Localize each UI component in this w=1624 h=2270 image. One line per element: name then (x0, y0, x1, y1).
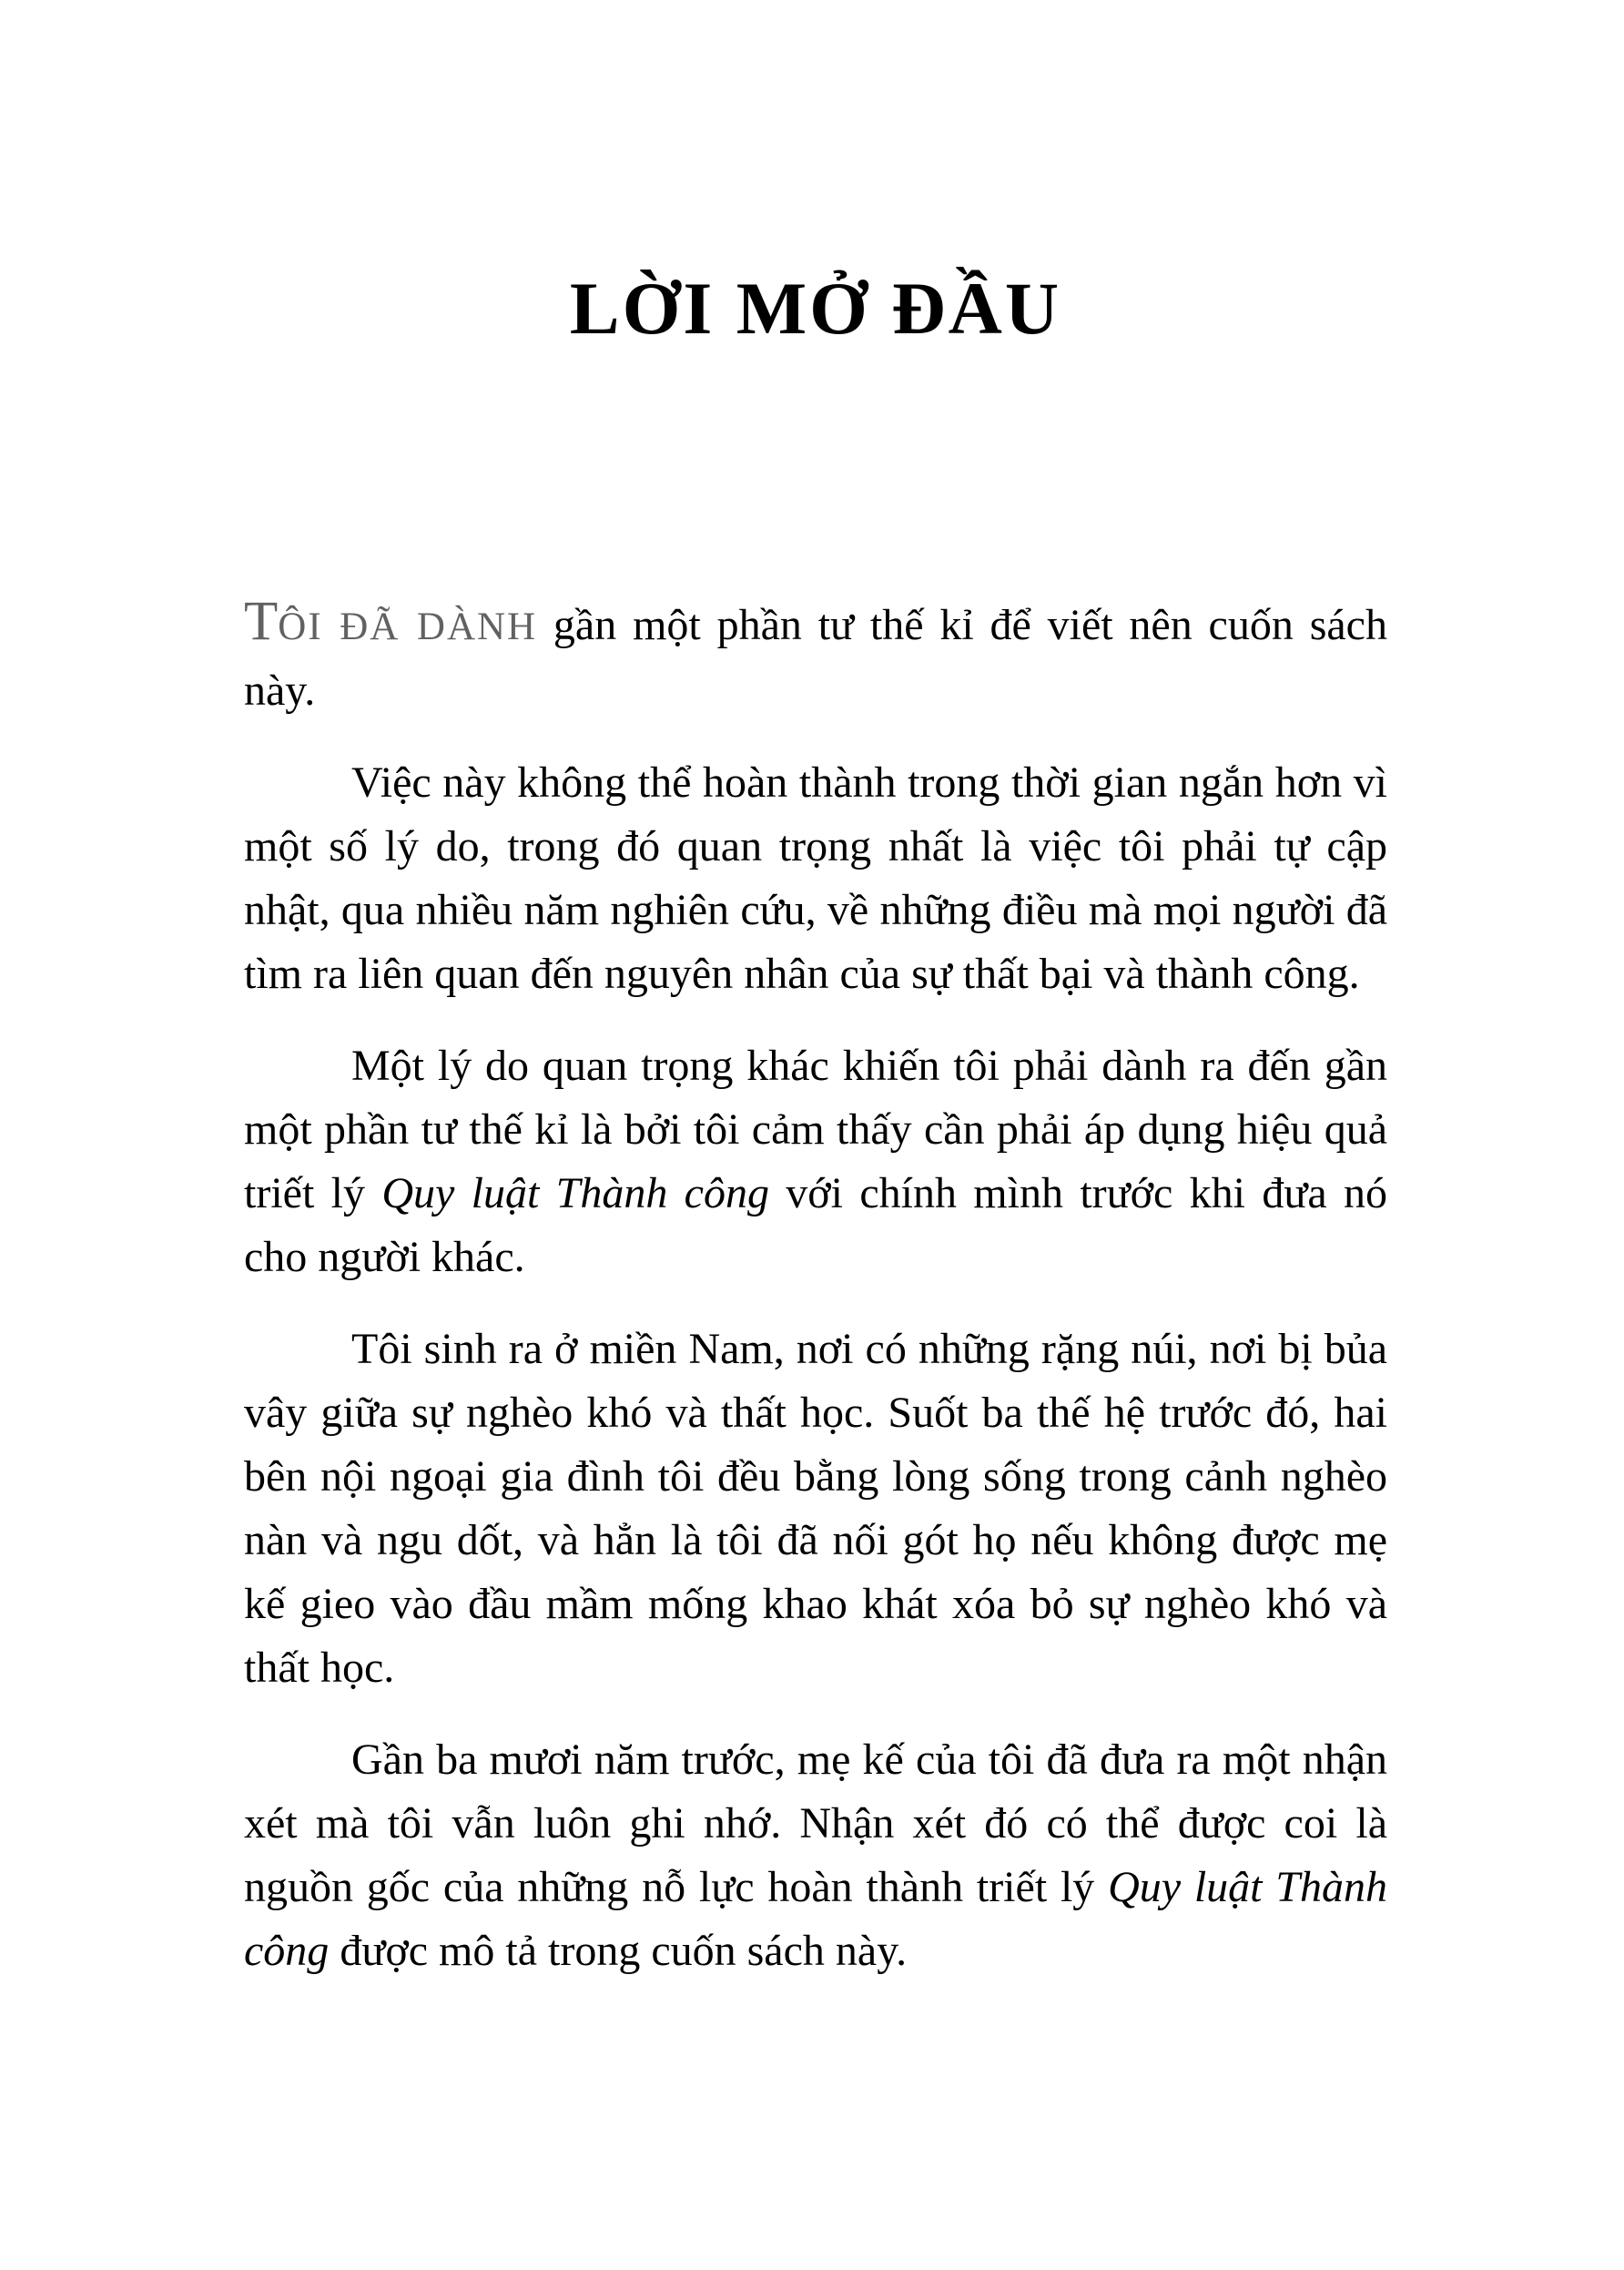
paragraph (244, 1728, 1387, 1983)
paragraph (244, 1318, 1387, 1700)
book-title-italic: Quy luật Thành công (244, 1863, 1387, 1976)
paragraph (244, 590, 1387, 723)
paragraph-text: Gần ba mươi năm trước, mẹ kế của tôi đã đưa ra một nhận xét mà tôi vẫn luôn ghi nhớ. Nhận xét đó có thể được coi là nguồn gốc của những nỗ lực hoàn thành triết lý (244, 1736, 1387, 1912)
paragraph (244, 751, 1387, 1006)
lead-in-initial: T (244, 591, 279, 653)
paragraph-text: được mô tả trong cuốn sách này. (329, 1927, 908, 1976)
paragraph-text: Tôi sinh ra ở miền Nam, nơi có những rặng núi, nơi bị bủa vây giữa sự nghèo khó và thất học. Suốt ba thế hệ trước đó, hai bên nội ngoại gia đình tôi đều bằng lòng sống trong cảnh nghèo nàn và ngu dốt, và hẳn là tôi đã nối gót họ nếu không được mẹ kế gieo vào đầu mầm mống khao khát xóa bỏ sự nghèo khó và thất học. (244, 1325, 1387, 1693)
body-text (244, 590, 1387, 1983)
chapter-title: LỜI MỞ ĐẦU (569, 267, 1062, 350)
paragraph-text: gần một phần tư thế kỉ để viết nên cuốn sách này. (244, 601, 1387, 716)
paragraph (244, 1034, 1387, 1289)
paragraph-text: Việc này không thể hoàn thành trong thời gian ngắn hơn vì một số lý do, trong đó quan trọng nhất là việc tôi phải tự cập nhật, qua nhiều năm nghiên cứu, về những điều mà mọi người đã tìm ra liên quan đến nguyên nhân của sự thất bại và thành công. (244, 758, 1387, 999)
lead-in-small-caps: ÔI ĐÃ DÀNH (278, 606, 538, 649)
paragraph-text: với chính mình trước khi đưa nó cho người khác. (244, 1169, 1387, 1282)
paragraph-text: Một lý do quan trọng khác khiến tôi phải dành ra đến gần một phần tư thế kỉ là bởi tôi cảm thấy cần phải áp dụng hiệu quả triết lý (244, 1042, 1387, 1218)
book-title-italic: Quy luật Thành công (381, 1169, 769, 1218)
